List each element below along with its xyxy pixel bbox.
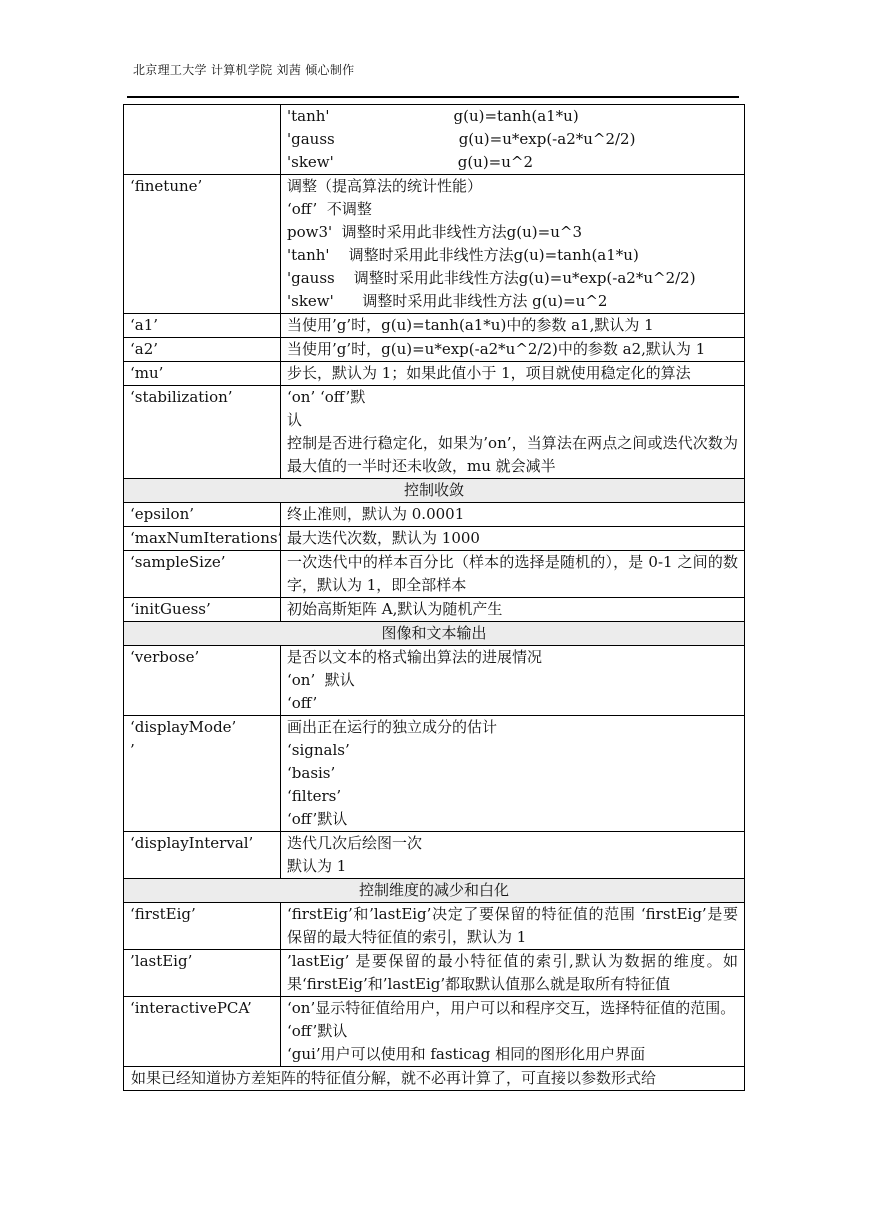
table-row [124,716,745,832]
param-name-line: ‘interactivePCA’ [130,999,252,1017]
description-line: 'skew' g(u)=u^2 [287,153,534,171]
table-row [124,598,745,622]
description-paragraph: ‘firstEig’和’lastEig’决定了要保留的特征值的范围 ‘firstEig’是要保留的最大特征值的索引，默认为 1 [287,905,738,946]
param-description [281,105,745,175]
param-name-line: ‘maxNumIterations’ [130,529,283,547]
table-row [124,527,745,551]
section-title: 图像和文本输出 [124,622,745,646]
description-paragraph: 一次迭代中的样本百分比（样本的选择是随机的），是 0-1 之间的数字，默认为 1，即全部样本 [287,553,738,594]
description-line: ‘off’ 不调整 [287,200,372,218]
table-row [124,386,745,479]
param-name [124,716,281,832]
description-line: 'tanh' g(u)=tanh(a1*u) [287,107,579,125]
param-description [281,551,745,598]
parameter-table [123,104,745,1091]
param-name [124,551,281,598]
param-description [281,362,745,386]
description-line: ‘on’ 默认 [287,671,355,689]
param-description [281,716,745,832]
table-row [124,314,745,338]
description-line: 'gauss g(u)=u*exp(-a2*u^2/2) [287,130,636,148]
section-title: 控制维度的减少和白化 [124,879,745,903]
footer-note: 如果已经知道协方差矩阵的特征值分解，就不必再计算了，可直接以参数形式给 [124,1067,745,1091]
param-name [124,950,281,997]
description-line: 是否以文本的格式输出算法的进展情况 [287,648,543,666]
description-line: ‘off’默认 [287,810,348,828]
table-row [124,105,745,175]
param-name [124,175,281,314]
description-line: 当使用’g’时，g(u)=u*exp(-a2*u^2/2)中的参数 a2,默认为 1 [287,340,706,358]
table-row [124,950,745,997]
table-row [124,903,745,950]
description-line: 'tanh' 调整时采用此非线性方法g(u)=tanh(a1*u) [287,246,639,264]
param-name-line: ‘displayMode’ [130,718,237,736]
param-name [124,832,281,879]
param-name [124,527,281,551]
param-description [281,503,745,527]
description-line: 'gauss 调整时采用此非线性方法g(u)=u*exp(-a2*u^2/2) [287,269,696,287]
description-line: 终止准则，默认为 0.0001 [287,505,465,523]
param-name [124,646,281,716]
description-line: ‘off’默认 [287,1022,348,1040]
param-name [124,997,281,1067]
param-name-line: ‘finetune’ [130,177,203,195]
description-line: 认 [287,411,303,429]
section-row [124,879,745,903]
table-row [124,338,745,362]
param-description [281,950,745,997]
param-description [281,314,745,338]
param-description [281,903,745,950]
section-title: 控制收敛 [124,479,745,503]
description-line: 初始高斯矩阵 A,默认为随机产生 [287,600,503,618]
param-name [124,338,281,362]
description-paragraph: 控制是否进行稳定化，如果为’on’，当算法在两点之间或迭代次数为最大值的一半时还未收敛，mu 就会减半 [287,434,738,475]
param-name [124,503,281,527]
description-line: 迭代几次后绘图一次 [287,834,423,852]
description-line: 默认为 1 [287,857,347,875]
param-description [281,598,745,622]
description-line: 调整（提高算法的统计性能） [287,177,483,195]
header-rule [127,96,739,98]
param-name-line: ‘mu’ [130,364,164,382]
param-name-line: ‘sampleSize’ [130,553,226,571]
section-row [124,622,745,646]
description-line: ‘off’ [287,694,318,712]
param-description [281,832,745,879]
param-name-line: ‘displayInterval’ [130,834,254,852]
table-row [124,551,745,598]
param-name-line: ‘epsilon’ [130,505,194,523]
param-name-line: ’ [130,741,135,759]
table-row [124,646,745,716]
table-row [124,997,745,1067]
param-name-line: ‘stabilization’ [130,388,233,406]
param-description [281,527,745,551]
description-line: ‘on’ ‘off’默 [287,388,366,406]
param-name [124,598,281,622]
description-line: ‘filters’ [287,787,342,805]
description-line: 画出正在运行的独立成分的估计 [287,718,498,736]
param-description [281,338,745,362]
description-line: ‘gui’用户可以使用和 fasticag 相同的图形化用户界面 [287,1045,646,1063]
description-paragraph: ‘on’显示特征值给用户，用户可以和程序交互，选择特征值的范围。 [287,999,736,1017]
param-name-line: ’lastEig’ [130,952,193,970]
param-description [281,175,745,314]
description-paragraph: ’lastEig’ 是要保留的最小特征值的索引,默认为数据的维度。如果‘firstEig’和’lastEig’都取默认值那么就是取所有特征值 [287,952,738,993]
param-name-line: ‘a1’ [130,316,159,334]
param-name-line: ‘firstEig’ [130,905,196,923]
table-row [124,832,745,879]
description-line: 最大迭代次数，默认为 1000 [287,529,480,547]
description-line: 'skew' 调整时采用此非线性方法 g(u)=u^2 [287,292,608,310]
param-description [281,997,745,1067]
param-name [124,105,281,175]
table-row [124,175,745,314]
param-name [124,362,281,386]
description-paragraph: 步长，默认为 1；如果此值小于 1，项目就使用稳定化的算法 [287,364,691,382]
param-name-line: ‘initGuess’ [130,600,211,618]
description-line: ‘signals’ [287,741,350,759]
param-name [124,314,281,338]
description-line: 当使用’g’时，g(u)=tanh(a1*u)中的参数 a1,默认为 1 [287,316,654,334]
footer-row [124,1067,745,1091]
table-row [124,362,745,386]
param-description [281,646,745,716]
description-line: ‘basis’ [287,764,336,782]
param-name-line: ‘a2’ [130,340,159,358]
section-row [124,479,745,503]
param-name-line: ‘verbose’ [130,648,200,666]
description-line: pow3' 调整时采用此非线性方法g(u)=u^3 [287,223,582,241]
param-name [124,903,281,950]
page-header: 北京理工大学 计算机学院 刘茜 倾心制作 [133,63,355,77]
param-description [281,386,745,479]
table-row [124,503,745,527]
param-name [124,386,281,479]
